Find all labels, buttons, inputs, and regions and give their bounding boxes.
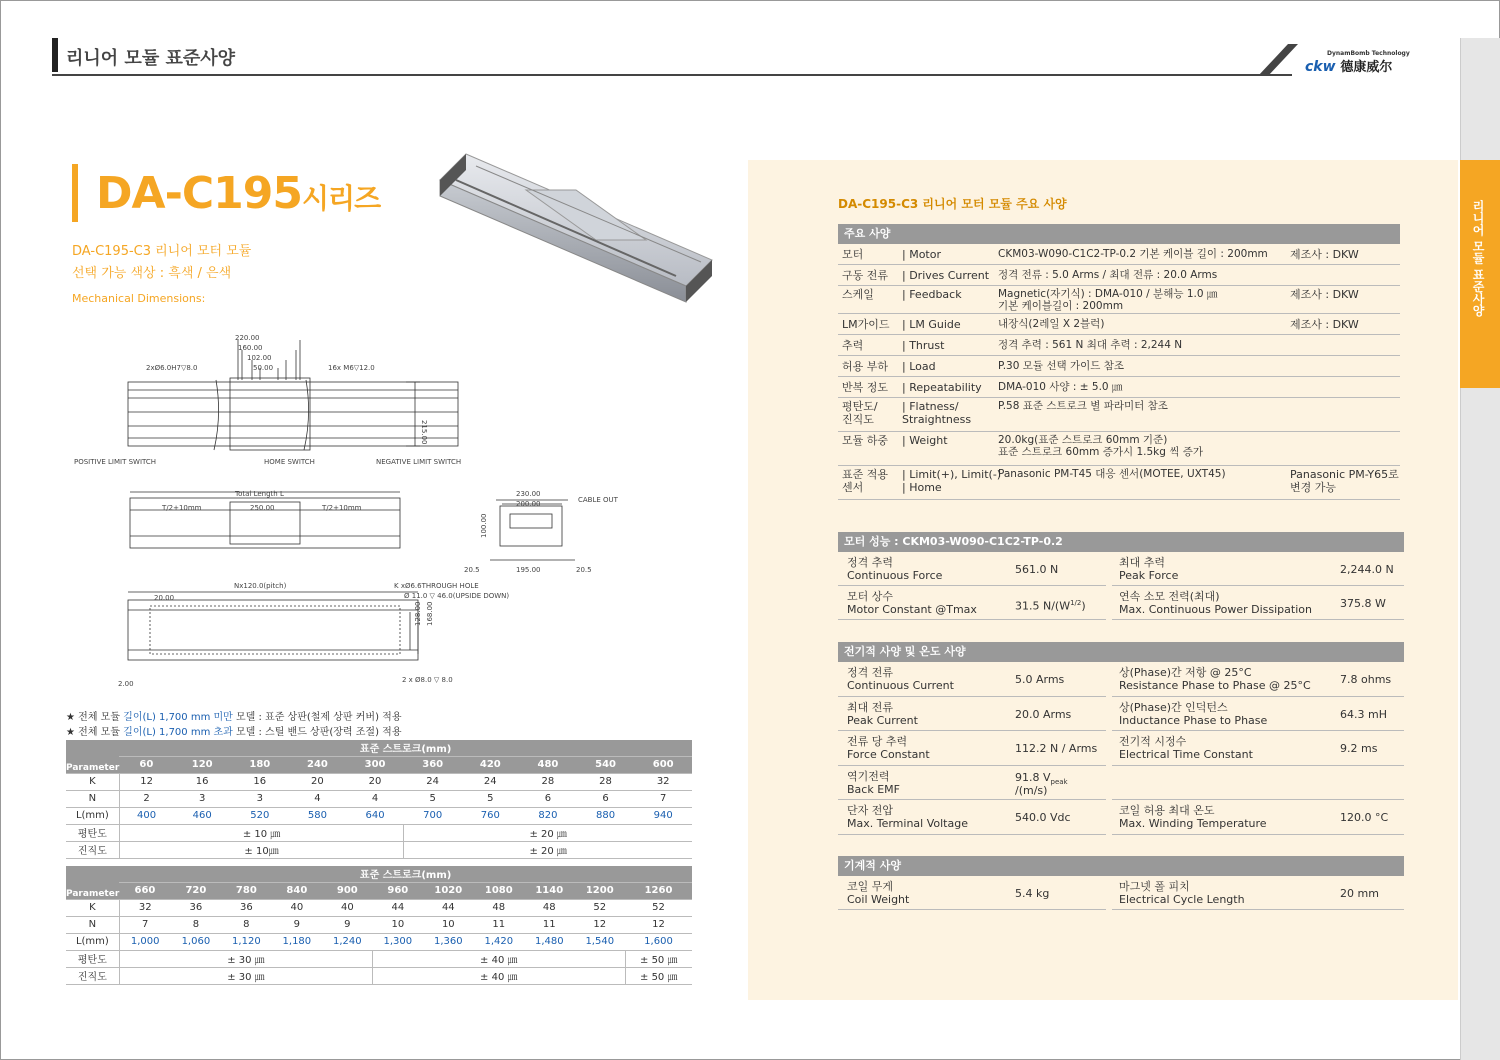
- k-value: 52: [575, 899, 625, 916]
- brand-logo: [1305, 50, 1410, 75]
- dim-t3: T/2+10mm: [322, 504, 362, 512]
- series-accent-bar: [72, 164, 78, 222]
- row-label: N: [66, 790, 119, 807]
- logo-text: 德康威尔: [1340, 60, 1393, 75]
- flatness-b: ± 20 ㎛: [404, 824, 692, 841]
- motor-label-ko: 모터 상수: [847, 590, 894, 603]
- length-value: 1,120: [221, 933, 271, 950]
- row-label: N: [66, 916, 119, 933]
- row-divider: [1112, 799, 1404, 800]
- k-hole-note: K xØ6.6THROUGH HOLE: [394, 582, 479, 590]
- mech-label-en: Coil Weight: [847, 893, 910, 906]
- hole-note-b: 16x M6▽12.0: [328, 364, 375, 372]
- spec-label-en: | Feedback: [902, 288, 962, 301]
- n-value: 4: [346, 790, 404, 807]
- row-label: 평탄도: [66, 824, 119, 841]
- spec-value: 정격 전류 : 5.0 Arms / 최대 전류 : 20.0 Arms: [998, 269, 1218, 281]
- length-value: 1,540: [575, 933, 625, 950]
- elec-label-ko-right: 전기적 시정수: [1119, 735, 1187, 748]
- straightness-b: ± 20 ㎛: [404, 841, 692, 858]
- elec-value-right: 7.8 ohms: [1340, 673, 1392, 686]
- stroke-caption: 표준 스트로크(mm): [119, 740, 692, 756]
- dim-p20: 20.00: [154, 594, 175, 602]
- n-value: 3: [231, 790, 289, 807]
- stroke-col-header: 780: [221, 882, 271, 899]
- spec-label-en: | Load: [902, 360, 936, 373]
- k-value: 44: [373, 899, 423, 916]
- main-spec-row: [838, 432, 1400, 466]
- negative-limit-label: NEGATIVE LIMIT SWITCH: [376, 458, 462, 466]
- elec-label-en: Peak Current: [847, 713, 918, 727]
- motor-label-ko: 정격 추력: [847, 556, 894, 569]
- elec-label-en-right: Inductance Phase to Phase: [1119, 713, 1268, 727]
- stroke-col-header: 900: [322, 882, 372, 899]
- k-value: 20: [289, 773, 347, 790]
- elec-value: 20.0 Arms: [1015, 707, 1072, 721]
- length-value: 400: [119, 807, 173, 824]
- stroke-col-header: 1260: [625, 882, 692, 899]
- spec-label-en-2: | Home: [902, 481, 942, 494]
- spec-label-ko: 모듈 하중: [842, 434, 889, 447]
- stroke-col-header: 480: [519, 756, 577, 773]
- row-divider: [1112, 619, 1404, 620]
- stroke-col-header: 360: [404, 756, 462, 773]
- side-tab-label: 리니어 모듈 표준사양: [1471, 200, 1485, 317]
- elec-label-ko-right: 상(Phase)간 저항 @ 25°C: [1119, 666, 1252, 679]
- elec-label-en-right: Electrical Time Constant: [1119, 748, 1253, 761]
- stroke-col-header: 120: [173, 756, 231, 773]
- spec-label-en-2: Straightness: [902, 413, 972, 426]
- series-title: [96, 168, 380, 219]
- spec-label-en: | Thrust: [902, 339, 945, 352]
- pitch-label: Nx120.0(pitch): [234, 582, 287, 590]
- spec-title: DA-C195-C3 리니어 모터 모듈 주요 사양: [838, 197, 1067, 211]
- spec-label-ko: 모터: [842, 248, 864, 261]
- dim-h128: 128.00: [414, 601, 422, 626]
- row-divider: [838, 619, 1106, 620]
- elec-label-en-right: Resistance Phase to Phase @ 25°C: [1119, 679, 1311, 692]
- row-divider: [838, 765, 1106, 766]
- model-line: DA-C195-C3 리니어 모터 모듈: [72, 244, 252, 259]
- k-value: 32: [634, 773, 692, 790]
- dim-s3: 20.5: [576, 566, 592, 574]
- elec-label-ko: 최대 전류: [847, 700, 894, 714]
- spec-value: Magnetic(자기식) : DMA-010 / 분해능 1.0 ㎛: [998, 288, 1218, 300]
- n-value: 5: [404, 790, 462, 807]
- k-value: 24: [461, 773, 519, 790]
- length-value: 580: [289, 807, 347, 824]
- total-length-label: Total Length L: [235, 490, 284, 498]
- stroke-col-header: 600: [634, 756, 692, 773]
- flatness-c: ± 50 ㎛: [625, 950, 692, 967]
- n-value: 8: [171, 916, 221, 933]
- spec-label-ko: 반복 정도: [842, 381, 889, 394]
- length-value: 880: [577, 807, 635, 824]
- n-value: 9: [322, 916, 372, 933]
- stroke-col-header: 660: [119, 882, 170, 899]
- row-label: 진직도: [66, 841, 119, 858]
- spec-maker-2: 변경 가능: [1290, 481, 1337, 494]
- k-value: 48: [474, 899, 524, 916]
- hole-note-a: 2xØ6.0H7▽8.0: [146, 364, 198, 372]
- spec-label-ko: 스케일: [842, 288, 874, 301]
- row-divider: [1112, 834, 1404, 835]
- k-value: 12: [119, 773, 173, 790]
- mech-label-ko: 코일 무게: [847, 880, 894, 893]
- stroke-col-header: 180: [231, 756, 289, 773]
- n-value: 4: [289, 790, 347, 807]
- spec-maker: 제조사 : DKW: [1290, 318, 1359, 331]
- elec-value-right: 120.0 °C: [1340, 811, 1389, 824]
- spec-label-en: | Limit(+), Limit(-): [902, 468, 1002, 481]
- n-value: 8: [221, 916, 271, 933]
- spec-value: 정격 추력 : 561 N 최대 추력 : 2,244 N: [998, 339, 1183, 351]
- series-name: DA-C195: [96, 168, 302, 219]
- main-spec-row: [838, 286, 1400, 314]
- stroke-col-header: 420: [461, 756, 519, 773]
- main-spec-row: [838, 377, 1400, 398]
- elec-label-ko: 역기전력: [847, 769, 890, 783]
- spec-label-ko-2: 진직도: [842, 413, 874, 426]
- elec-label-ko: 전류 당 추력: [847, 735, 908, 748]
- main-spec-row: [838, 244, 1400, 265]
- motor-label-ko-right: 최대 추력: [1119, 556, 1166, 569]
- motor-label-en: Motor Constant @Tmax: [847, 603, 977, 616]
- k-value: 28: [577, 773, 635, 790]
- row-label: L(mm): [66, 807, 119, 824]
- spec-label-ko: 허용 부하: [842, 360, 889, 373]
- spec-value: CKM03-W090-C1C2-TP-0.2 기본 케이블 길이 : 200mm: [998, 248, 1268, 260]
- page-title: 리니어 모듈 표준사양: [66, 48, 236, 69]
- stroke-col-header: 240: [289, 756, 347, 773]
- motor-value-right: 2,244.0 N: [1340, 563, 1394, 576]
- elec-label-en-right: Max. Winding Temperature: [1119, 817, 1267, 830]
- main-spec-row: [838, 265, 1400, 286]
- logo-mark-icon: ckw: [1305, 59, 1336, 75]
- stroke-col-header: 960: [373, 882, 423, 899]
- n-value: 6: [577, 790, 635, 807]
- mech-value: 5.4 kg: [1015, 887, 1050, 900]
- elec-label-ko-right: 상(Phase)간 인덕턴스: [1119, 700, 1228, 714]
- spec-value: P.30 모듈 선택 가이드 참조: [998, 360, 1125, 372]
- dim-t1: T/2+10mm: [162, 504, 202, 512]
- spec-label-ko-2: 센서: [842, 481, 864, 494]
- spec-value: 내장식(2레일 X 2블럭): [998, 318, 1105, 330]
- stroke-col-header: 540: [577, 756, 635, 773]
- param-header: Parameter: [66, 866, 119, 899]
- spec-value: DMA-010 사양 : ± 5.0 ㎛: [998, 381, 1123, 393]
- n-value: 10: [423, 916, 473, 933]
- k-value: 28: [519, 773, 577, 790]
- row-divider: [1112, 730, 1404, 731]
- motor-label-en: Continuous Force: [847, 569, 943, 582]
- straightness-a: ± 10㎛: [119, 841, 404, 858]
- motor-value-right: 375.8 W: [1340, 597, 1386, 610]
- motor-value: 561.0 N: [1015, 563, 1059, 576]
- length-value: 700: [404, 807, 462, 824]
- elec-label-en: Continuous Current: [847, 679, 954, 692]
- n-value: 11: [524, 916, 574, 933]
- header-slant-decoration: [1258, 44, 1298, 76]
- header-accent-bar: [52, 38, 58, 72]
- row-divider: [1112, 696, 1404, 697]
- stroke-col-header: 1080: [474, 882, 524, 899]
- spec-label-en: | Drives Current: [902, 269, 990, 282]
- length-value: 460: [173, 807, 231, 824]
- stroke-col-header: 840: [272, 882, 322, 899]
- mech-label-ko-right: 마그넷 폴 피치: [1119, 880, 1190, 893]
- spec-label-ko: 구동 전류: [842, 269, 889, 282]
- main-spec-row: [838, 335, 1400, 356]
- n-value: 9: [272, 916, 322, 933]
- length-value: 1,300: [373, 933, 423, 950]
- straightness-b: ± 40 ㎛: [373, 967, 625, 984]
- elec-value: 540.0 Vdc: [1015, 811, 1071, 824]
- mech-spec-header: 기계적 사양: [838, 856, 1404, 876]
- main-spec-header: 주요 사양: [838, 224, 1400, 244]
- straightness-c: ± 50 ㎛: [625, 967, 692, 984]
- mech-label-en-right: Electrical Cycle Length: [1119, 893, 1245, 906]
- n-value: 6: [519, 790, 577, 807]
- dim-p2: 2.00: [118, 680, 134, 688]
- dim-h100: 100.00: [480, 513, 488, 538]
- stroke-table-1: [66, 740, 692, 859]
- n-value: 12: [625, 916, 692, 933]
- row-label: 평탄도: [66, 950, 119, 967]
- logo-tagline: DynamBomb Technology: [1327, 50, 1410, 57]
- length-value: 940: [634, 807, 692, 824]
- elec-label-en: Force Constant: [847, 748, 930, 761]
- stroke-table-2: [66, 866, 692, 985]
- spec-label-ko: 표준 적용: [842, 468, 889, 481]
- flatness-b: ± 40 ㎛: [373, 950, 625, 967]
- length-value: 1,360: [423, 933, 473, 950]
- product-image: [436, 150, 716, 310]
- spec-label-ko: 평탄도/: [842, 400, 878, 413]
- straightness-a: ± 30 ㎛: [119, 967, 372, 984]
- hole-note-c: 2 x Ø8.0 ▽ 8.0: [402, 676, 453, 684]
- elec-value-2: /(m/s): [1015, 783, 1048, 797]
- dim-w230: 230.00: [516, 490, 541, 498]
- dim-s2: 195.00: [516, 566, 541, 574]
- dim-250: 250.00: [250, 504, 275, 512]
- dim-102: 102.00: [247, 354, 272, 362]
- spec-label-ko: LM가이드: [842, 318, 890, 331]
- k-value: 16: [231, 773, 289, 790]
- row-label: K: [66, 899, 119, 916]
- n-value: 10: [373, 916, 423, 933]
- spec-value: 20.0kg(표준 스트로크 60mm 기준): [998, 434, 1168, 446]
- dim-s1: 20.5: [464, 566, 480, 574]
- spec-label-en: | Flatness/: [902, 400, 959, 413]
- main-spec-row: [838, 356, 1400, 377]
- spec-value: P.58 표준 스트로크 별 파라미터 참조: [998, 400, 1168, 412]
- length-value: 1,060: [171, 933, 221, 950]
- row-divider: [838, 909, 1106, 910]
- k-hole-note-2: Ø 11.0 ▽ 46.0(UPSIDE DOWN): [404, 592, 510, 600]
- n-value: 2: [119, 790, 173, 807]
- main-spec-row: [838, 398, 1400, 432]
- k-value: 36: [221, 899, 271, 916]
- elec-value-right: 64.3 mH: [1340, 707, 1387, 721]
- spec-label-en: | Repeatability: [902, 381, 982, 394]
- home-switch-label: HOME SWITCH: [264, 458, 315, 466]
- main-spec-row: [838, 314, 1400, 335]
- length-value: 1,600: [625, 933, 692, 950]
- mechanical-drawing: [70, 330, 630, 700]
- n-value: 11: [474, 916, 524, 933]
- n-value: 5: [461, 790, 519, 807]
- stroke-col-header: 1020: [423, 882, 473, 899]
- note-1: ★ 전체 모듈 길이(L) 1,700 mm 미만 모델 : 표준 상판(철제 상판 커버) 적용: [66, 712, 402, 723]
- k-value: 48: [524, 899, 574, 916]
- row-divider: [1112, 909, 1404, 910]
- length-value: 640: [346, 807, 404, 824]
- series-suffix: 시리즈: [301, 182, 381, 215]
- dim-215: 215.00: [420, 420, 428, 445]
- header-divider: [52, 74, 1292, 76]
- k-value: 40: [322, 899, 372, 916]
- spec-label-en: | Weight: [902, 434, 948, 447]
- row-divider: [838, 730, 1106, 731]
- n-value: 12: [575, 916, 625, 933]
- length-value: 1,420: [474, 933, 524, 950]
- elec-label-ko: 단자 전압: [847, 804, 894, 817]
- n-value: 7: [634, 790, 692, 807]
- n-value: 7: [119, 916, 170, 933]
- motor-label-ko-right: 연속 소모 전력(최대): [1119, 590, 1220, 603]
- row-divider: [1112, 765, 1404, 766]
- length-value: 820: [519, 807, 577, 824]
- spec-label-en: | Motor: [902, 248, 941, 261]
- stroke-col-header: 60: [119, 756, 173, 773]
- length-value: 520: [231, 807, 289, 824]
- stroke-caption: 표준 스트로크(mm): [119, 866, 692, 882]
- elec-value-right: 9.2 ms: [1340, 742, 1378, 755]
- row-divider: [1112, 585, 1404, 586]
- motor-label-en-right: Peak Force: [1119, 569, 1179, 582]
- stroke-col-header: 1140: [524, 882, 574, 899]
- flatness-a: ± 30 ㎛: [119, 950, 372, 967]
- spec-value-2: 기본 케이블길이 : 200mm: [998, 300, 1124, 312]
- dim-h168: 168.00: [426, 601, 434, 626]
- spec-label-en: | LM Guide: [902, 318, 961, 331]
- elec-value: 5.0 Arms: [1015, 673, 1065, 686]
- spec-value-2: 표준 스트로크 60mm 증가시 1.5kg 씩 증가: [998, 446, 1204, 458]
- main-spec-row: [838, 466, 1400, 500]
- row-divider: [838, 696, 1106, 697]
- elec-value: 112.2 N / Arms: [1015, 742, 1098, 755]
- k-value: 16: [173, 773, 231, 790]
- stroke-col-header: 1200: [575, 882, 625, 899]
- cable-out-label: CABLE OUT: [578, 496, 618, 504]
- dim-160: 160.00: [238, 344, 263, 352]
- spec-maker: 제조사 : DKW: [1290, 288, 1359, 301]
- k-value: 40: [272, 899, 322, 916]
- row-label: L(mm): [66, 933, 119, 950]
- length-value: 1,240: [322, 933, 372, 950]
- row-label: K: [66, 773, 119, 790]
- flatness-a: ± 10 ㎛: [119, 824, 404, 841]
- color-line: 선택 가능 색상 : 흑색 / 은색: [72, 266, 232, 281]
- k-value: 24: [404, 773, 462, 790]
- motor-value: 31.5 $N/(W^{1/2})$: [1015, 599, 1086, 613]
- spec-maker: 제조사 : DKW: [1290, 248, 1359, 261]
- row-divider: [838, 585, 1106, 586]
- positive-limit-label: POSITIVE LIMIT SWITCH: [74, 458, 157, 466]
- elec-label-ko-right: 코일 허용 최대 온도: [1119, 804, 1215, 817]
- spec-value: Panasonic PM-T45 대응 센서(MOTEE, UXT45): [998, 468, 1226, 480]
- row-label: 진직도: [66, 967, 119, 984]
- elec-value: 91.8 $V_{peak}$: [1015, 770, 1068, 786]
- elec-label-en: Back EMF: [847, 782, 900, 796]
- length-value: 1,480: [524, 933, 574, 950]
- dim-w200: 200.00: [516, 500, 541, 508]
- stroke-col-header: 720: [171, 882, 221, 899]
- k-value: 36: [171, 899, 221, 916]
- dim-220: 220.00: [235, 334, 260, 342]
- stroke-col-header: 300: [346, 756, 404, 773]
- k-value: 20: [346, 773, 404, 790]
- elec-label-en: Max. Terminal Voltage: [847, 817, 968, 830]
- row-divider: [838, 834, 1106, 835]
- elec-spec-header: 전기적 사양 및 온도 사양: [838, 642, 1404, 662]
- length-value: 1,180: [272, 933, 322, 950]
- mech-value-right: 20 mm: [1340, 887, 1379, 900]
- k-value: 52: [625, 899, 692, 916]
- n-value: 3: [173, 790, 231, 807]
- elec-label-ko: 정격 전류: [847, 666, 894, 679]
- motor-spec-header: 모터 성능 : CKM03-W090-C1C2-TP-0.2: [838, 532, 1404, 552]
- spec-maker: Panasonic PM-Y65로: [1290, 468, 1399, 481]
- k-value: 44: [423, 899, 473, 916]
- param-header: Parameter: [66, 740, 119, 773]
- length-value: 1,000: [119, 933, 170, 950]
- mech-label: Mechanical Dimensions:: [72, 292, 206, 305]
- row-divider: [838, 799, 1106, 800]
- k-value: 32: [119, 899, 170, 916]
- side-tab[interactable]: [1460, 160, 1500, 388]
- dim-50: 50.00: [253, 364, 274, 372]
- motor-label-en-right: Max. Continuous Power Dissipation: [1119, 603, 1312, 616]
- length-value: 760: [461, 807, 519, 824]
- note-2: ★ 전체 모듈 길이(L) 1,700 mm 초과 모델 : 스틸 밴드 상판(장력 조절) 적용: [66, 727, 402, 738]
- spec-label-ko: 추력: [842, 339, 864, 352]
